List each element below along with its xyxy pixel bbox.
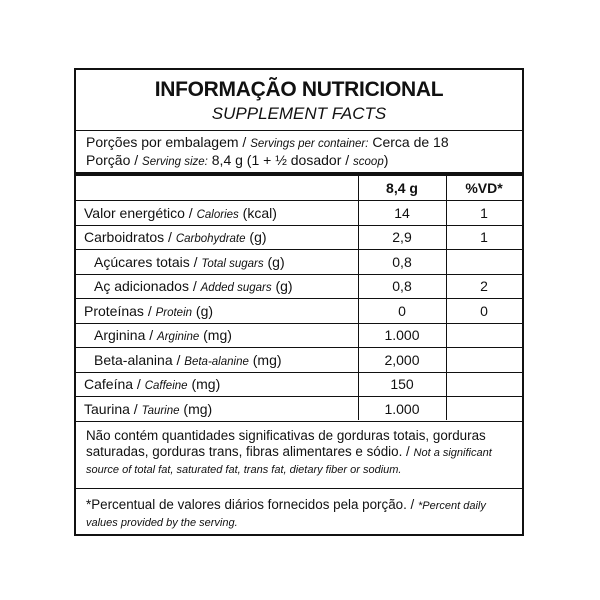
table-row — [76, 323, 522, 348]
nutrient-name: Taurina / Taurine (mg) — [84, 400, 213, 417]
table-row — [76, 274, 522, 299]
nutrient-qty: 1.000 — [384, 400, 420, 417]
nutrient-name: Cafeína / Caffeine (mg) — [84, 376, 221, 392]
nutrient-name: Açúcares totais / Total sugars (g) — [94, 253, 285, 270]
nutrient-name: Valor energético / Calories (kcal) — [84, 204, 277, 221]
nutrient-name: Proteínas / Protein (g) — [84, 302, 214, 319]
nutrient-name: Beta-alanina / Beta-alanine (mg) — [94, 351, 282, 368]
table-row — [76, 299, 522, 324]
table-row — [76, 201, 522, 226]
nutrient-qty: 1.000 — [384, 327, 420, 343]
table-row — [76, 397, 522, 422]
nutrient-qty: 14 — [394, 204, 410, 221]
nutrient-name: Arginina / Arginine (mg) — [94, 327, 232, 343]
footnote-daily-values: *Percentual de valores diários fornecidos pela porção. / *Percent daily values provided by the serving. — [86, 497, 486, 529]
nutrient-qty: 0,8 — [392, 253, 412, 270]
nutrient-vd: 0 — [480, 302, 488, 319]
nutrient-qty: 2,000 — [384, 351, 420, 368]
header-vd: %VD* — [465, 180, 503, 196]
nutrient-name: Carboidratos / Carbohydrate (g) — [84, 229, 267, 245]
nutrient-qty: 0 — [398, 302, 406, 319]
label-title: INFORMAÇÃO NUTRICIONAL — [154, 78, 444, 101]
divider — [76, 421, 522, 422]
nutrition-facts-label — [74, 68, 524, 536]
divider — [76, 130, 522, 131]
table-row — [76, 225, 522, 250]
nutrient-vd: 1 — [480, 229, 488, 245]
nutrient-qty: 0,8 — [392, 278, 412, 294]
nutrient-qty: 150 — [390, 376, 414, 392]
label-subtitle: SUPPLEMENT FACTS — [211, 104, 387, 123]
table-header — [76, 176, 522, 201]
nutrient-vd: 2 — [480, 278, 488, 294]
table-row — [76, 250, 522, 275]
header-qty: 8,4 g — [386, 180, 418, 196]
nutrient-name: Aç adicionados / Added sugars (g) — [94, 278, 293, 294]
nutrient-vd: 1 — [480, 204, 488, 221]
table-row — [76, 372, 522, 397]
servings-per-container: Porções por embalagem / Servings per container: Cerca de 18 — [86, 134, 449, 150]
footnote-not-significant: Não contém quantidades significativas de gorduras totais, gorduras saturadas, gorduras trans, fibras alimentares e sódio. / Not a significant source of total fat, saturated fat, trans fat, dietary fiber or sodium. — [86, 428, 492, 476]
table-row — [76, 348, 522, 373]
serving-size: Porção / Serving size: 8,4 g (1 + ½ dosador / scoop) — [86, 152, 389, 168]
nutrient-qty: 2,9 — [392, 229, 412, 245]
divider — [76, 488, 522, 489]
